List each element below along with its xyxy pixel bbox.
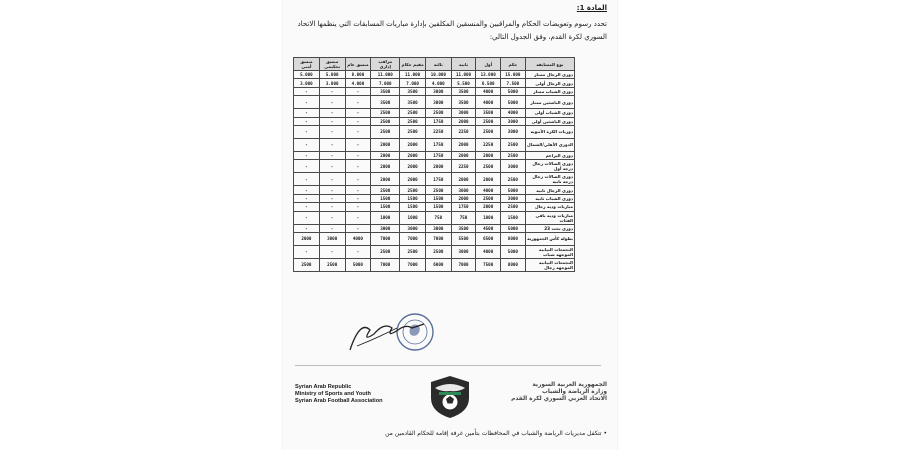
fee-cell: 2500 — [476, 125, 501, 138]
fee-cell: 1500 — [400, 203, 426, 211]
fee-cell: 8.000 — [345, 71, 371, 79]
table-row — [294, 232, 575, 245]
fee-cell: 2500 — [501, 151, 526, 159]
fee-cell: 3000 — [451, 109, 476, 117]
fee-cell: 3000 — [371, 224, 400, 232]
competition-name-cell: دوري الرجال أولى — [525, 79, 574, 87]
fee-cell: 7.500 — [501, 79, 526, 87]
fee-cell: 5000 — [501, 96, 526, 109]
fee-cell: - — [294, 125, 320, 138]
fee-cell: 4000 — [476, 186, 501, 194]
fee-cell: 7000 — [425, 232, 451, 245]
fee-cell: 2500 — [400, 186, 426, 194]
fee-cell: 2000 — [400, 151, 426, 159]
fee-cell: 2000 — [451, 194, 476, 202]
table-row — [294, 117, 575, 125]
fee-cell: 7000 — [371, 232, 400, 245]
fee-cell: 2500 — [425, 186, 451, 194]
column-header: أول — [476, 58, 501, 71]
fee-cell: 2500 — [501, 203, 526, 211]
fee-cell: 2000 — [425, 160, 451, 173]
fee-cell: - — [345, 151, 371, 159]
table-row — [294, 224, 575, 232]
competition-name-cell: دوريات الكرة الأنثوية — [525, 125, 574, 138]
fee-cell: 2000 — [451, 138, 476, 151]
fee-cell: 4000 — [501, 109, 526, 117]
fee-cell: 3500 — [400, 96, 426, 109]
letterhead-english — [295, 384, 425, 405]
fee-cell: 2000 — [371, 151, 400, 159]
fee-cell: - — [294, 160, 320, 173]
table-header-row — [294, 58, 575, 71]
fee-cell: 6500 — [476, 232, 501, 245]
table-row — [294, 160, 575, 173]
letterhead-ar-country: الجمهورية العربية السورية — [532, 382, 607, 388]
column-header: نوع المسابقة — [525, 58, 574, 71]
fee-cell: 7.000 — [371, 79, 400, 87]
table-row — [294, 211, 575, 224]
fee-cell: 3000 — [425, 96, 451, 109]
table-row — [294, 109, 575, 117]
letterhead-ar-association: الاتحاد العربي السوري لكرة القدم — [511, 396, 607, 402]
fee-cell: 5.500 — [451, 79, 476, 87]
fee-cell: 2500 — [294, 258, 320, 271]
column-header: ثالثة — [425, 58, 451, 71]
fee-cell: 5.000 — [319, 71, 345, 79]
fee-cell: - — [294, 96, 320, 109]
fee-cell: - — [319, 151, 345, 159]
column-header: منسق تحكيمي — [319, 58, 345, 71]
fee-cell: 3500 — [371, 87, 400, 95]
fee-cell: 2500 — [319, 258, 345, 271]
table-row — [294, 258, 575, 271]
column-header: حكم — [501, 58, 526, 71]
fees-table — [293, 57, 575, 272]
fee-cell: - — [294, 173, 320, 186]
fee-cell: 2000 — [476, 151, 501, 159]
fee-cell: 13.000 — [476, 71, 501, 79]
fee-cell: 4.000 — [425, 79, 451, 87]
fee-cell: 2000 — [451, 117, 476, 125]
fee-cell: 2500 — [400, 245, 426, 258]
fee-cell: - — [345, 224, 371, 232]
fee-cell: - — [319, 87, 345, 95]
fee-cell: 1500 — [371, 203, 400, 211]
fee-cell: 2500 — [400, 109, 426, 117]
fee-cell: 6.500 — [476, 79, 501, 87]
letterhead-en-association: Syrian Arab Football Association — [295, 398, 383, 404]
fee-cell: 5000 — [501, 186, 526, 194]
fee-cell: 2250 — [425, 125, 451, 138]
fee-cell: 1750 — [425, 138, 451, 151]
table-body — [294, 71, 575, 272]
table-row — [294, 194, 575, 202]
bullet-marker: • — [603, 430, 607, 437]
fee-cell: 2000 — [294, 232, 320, 245]
article-intro: تحدد رسوم وتعويضات الحكام والمراقبين والمنسقين المكلفين بإدارة مباريات المسابقات التي ينظمها الاتحاد السوري لكرة القدم، وفق الجدول التالي: — [297, 20, 607, 41]
fee-cell: 8000 — [501, 258, 526, 271]
fee-cell: - — [345, 203, 371, 211]
footer-bullet — [287, 430, 607, 437]
fee-cell: 7000 — [400, 258, 426, 271]
competition-name-cell: دوري تحت 23 — [525, 224, 574, 232]
fee-cell: 2500 — [371, 245, 400, 258]
fee-cell: - — [319, 125, 345, 138]
competition-name-cell: دوري البراعم — [525, 151, 574, 159]
bullet-text: تتكفل مديريات الرياضة والشباب في المحافظات بتأمين غرفة إقامة للحكام القادمين من — [385, 430, 602, 437]
fee-cell: 2000 — [371, 173, 400, 186]
fee-cell: 1750 — [425, 173, 451, 186]
competition-name-cell: بطولة كأس الجمهورية — [525, 232, 574, 245]
competition-name-cell: دوري الشباب ممتاز — [525, 87, 574, 95]
document-header — [289, 4, 607, 44]
fee-cell: 3000 — [501, 117, 526, 125]
fee-cell: 1500 — [425, 194, 451, 202]
fee-cell: - — [294, 87, 320, 95]
fee-cell: 4000 — [345, 232, 371, 245]
fee-cell: 7.000 — [400, 79, 426, 87]
fee-cell: 2000 — [371, 138, 400, 151]
fee-cell: 5000 — [345, 258, 371, 271]
fee-cell: 5000 — [501, 87, 526, 95]
fee-cell: - — [345, 96, 371, 109]
table-row — [294, 173, 575, 186]
fee-cell: - — [345, 125, 371, 138]
fee-cell: 7000 — [400, 232, 426, 245]
fee-cell: 3500 — [451, 96, 476, 109]
fee-cell: 1000 — [371, 211, 400, 224]
fee-cell: - — [345, 194, 371, 202]
fee-cell: - — [345, 138, 371, 151]
fee-cell: - — [345, 245, 371, 258]
fee-cell: 3000 — [400, 224, 426, 232]
fee-cell: 3000 — [501, 160, 526, 173]
competition-name-cell: دوري الشباب أولى — [525, 109, 574, 117]
fee-cell: 2500 — [371, 117, 400, 125]
fee-cell: - — [345, 160, 371, 173]
fee-cell: 4000 — [476, 87, 501, 95]
fee-cell: 750 — [451, 211, 476, 224]
fee-cell: - — [319, 245, 345, 258]
fee-cell: - — [345, 186, 371, 194]
competition-name-cell: دوري الصالات رجال درجة أول — [525, 160, 574, 173]
table-row — [294, 96, 575, 109]
fee-cell: 3500 — [371, 96, 400, 109]
fee-cell: 2500 — [400, 117, 426, 125]
table-row — [294, 151, 575, 159]
fee-cell: 2500 — [371, 125, 400, 138]
fee-cell: 2000 — [476, 203, 501, 211]
fee-cell: 1500 — [371, 194, 400, 202]
fee-cell: 7500 — [476, 258, 501, 271]
fee-cell: - — [345, 117, 371, 125]
fee-cell: 3000 — [425, 224, 451, 232]
competition-name-cell: دوري الصالات رجال درجة ثانية — [525, 173, 574, 186]
column-header: مراقب إداري — [371, 58, 400, 71]
fee-cell: 3500 — [476, 109, 501, 117]
competition-name-cell: مباريات ودية رجال — [525, 203, 574, 211]
fee-cell: 1500 — [425, 203, 451, 211]
fee-cell: - — [294, 194, 320, 202]
fee-cell: 2000 — [400, 173, 426, 186]
fee-cell: 2000 — [451, 151, 476, 159]
table-row — [294, 203, 575, 211]
fee-cell: 3000 — [451, 186, 476, 194]
fee-cell: 8000 — [501, 232, 526, 245]
fee-cell: 2500 — [400, 125, 426, 138]
fee-cell: 11.000 — [400, 71, 426, 79]
competition-name-cell: دوري الناشئين ممتاز — [525, 96, 574, 109]
table-row — [294, 125, 575, 138]
fee-cell: 3.000 — [294, 79, 320, 87]
fee-cell: 1500 — [400, 194, 426, 202]
table-row — [294, 87, 575, 95]
fee-cell: 2250 — [476, 138, 501, 151]
letterhead-en-ministry: Ministry of Sports and Youth — [295, 391, 371, 397]
fee-cell: 4.000 — [345, 79, 371, 87]
fee-cell: 1750 — [425, 117, 451, 125]
footer-divider — [295, 365, 601, 366]
fee-cell: 2500 — [425, 109, 451, 117]
fee-cell: 3500 — [451, 87, 476, 95]
fee-cell: 1750 — [425, 151, 451, 159]
column-header: مقيم حكام — [400, 58, 426, 71]
fee-cell: 2500 — [501, 173, 526, 186]
fee-cell: 6000 — [425, 258, 451, 271]
logo-green-band — [439, 392, 461, 395]
fee-cell: - — [345, 109, 371, 117]
fee-cell: 2000 — [451, 173, 476, 186]
competition-name-cell: دوري الرجال ممتاز — [525, 71, 574, 79]
fee-cell: - — [345, 173, 371, 186]
signature-and-stamp — [345, 300, 445, 360]
fee-cell: 2000 — [476, 173, 501, 186]
fee-cell: 2500 — [476, 117, 501, 125]
letterhead-en-country: Syrian Arab Republic — [295, 384, 352, 390]
fee-cell: 3.000 — [319, 79, 345, 87]
fee-cell: - — [319, 160, 345, 173]
fee-cell: 5500 — [451, 232, 476, 245]
fee-cell: 11.000 — [451, 71, 476, 79]
fee-cell: 2500 — [371, 186, 400, 194]
fee-cell: 2000 — [371, 160, 400, 173]
fee-cell: - — [319, 224, 345, 232]
fee-cell: 2500 — [476, 160, 501, 173]
fee-cell: 4000 — [476, 96, 501, 109]
fee-cell: 3000 — [319, 232, 345, 245]
fee-cell: 3500 — [400, 87, 426, 95]
table-row — [294, 79, 575, 87]
fee-cell: 15.000 — [501, 71, 526, 79]
fee-cell: 4000 — [476, 245, 501, 258]
fee-cell: 2500 — [425, 245, 451, 258]
fee-cell: - — [319, 138, 345, 151]
document-page — [283, 0, 617, 450]
fee-cell: 750 — [425, 211, 451, 224]
fee-cell: 1000 — [400, 211, 426, 224]
fee-cell: 2250 — [451, 160, 476, 173]
fee-cell: - — [294, 186, 320, 194]
fee-cell: 1500 — [501, 211, 526, 224]
fee-cell: - — [294, 138, 320, 151]
fee-cell: - — [319, 186, 345, 194]
fee-cell: 7000 — [371, 258, 400, 271]
fee-cell: 5000 — [501, 224, 526, 232]
fee-cell: 1000 — [476, 211, 501, 224]
fee-cell: 2500 — [501, 138, 526, 151]
fee-cell: 4500 — [476, 224, 501, 232]
fee-cell: 3000 — [501, 194, 526, 202]
fee-cell: - — [319, 194, 345, 202]
fee-cell: 2250 — [451, 125, 476, 138]
fee-cell: - — [294, 211, 320, 224]
table-row — [294, 138, 575, 151]
competition-name-cell: التجمعات البيانية الموجهة رجال — [525, 258, 574, 271]
fee-cell: - — [294, 224, 320, 232]
fee-cell: 3000 — [451, 245, 476, 258]
competition-name-cell: الدوري الأهلي/الشمال — [525, 138, 574, 151]
fee-cell: - — [319, 109, 345, 117]
table-row — [294, 245, 575, 258]
fee-cell: 2500 — [476, 194, 501, 202]
fee-cell: 1750 — [451, 203, 476, 211]
fee-cell: - — [319, 203, 345, 211]
fee-cell: - — [294, 151, 320, 159]
fee-cell: - — [319, 173, 345, 186]
fee-cell: 3500 — [451, 224, 476, 232]
fee-cell: - — [294, 203, 320, 211]
table-row — [294, 71, 575, 79]
fee-cell: 10.000 — [425, 71, 451, 79]
column-header: ثانية — [451, 58, 476, 71]
letterhead-ar-ministry: وزارة الرياضة والشباب — [542, 389, 607, 395]
column-header: منسق أمني — [294, 58, 320, 71]
fee-cell: - — [345, 211, 371, 224]
fee-cell: 2000 — [400, 138, 426, 151]
fee-cell: - — [294, 245, 320, 258]
fee-cell: - — [294, 109, 320, 117]
fee-cell: - — [294, 117, 320, 125]
fee-cell: 7000 — [451, 258, 476, 271]
signature-scribble — [350, 324, 424, 350]
fee-cell: - — [319, 117, 345, 125]
fee-cell: - — [345, 87, 371, 95]
letterhead-arabic — [487, 382, 607, 403]
fee-cell: 3000 — [501, 125, 526, 138]
fee-cell: 3000 — [425, 87, 451, 95]
fee-cell: - — [319, 211, 345, 224]
competition-name-cell: مباريات ودية باقي الفئات — [525, 211, 574, 224]
article-title: المادة 1: — [576, 4, 607, 12]
fee-cell: - — [319, 96, 345, 109]
competition-name-cell: دوري الرجال ثانية — [525, 186, 574, 194]
competition-name-cell: التجمعات البيانية الموجهة شباب — [525, 245, 574, 258]
fee-cell: 5.000 — [294, 71, 320, 79]
fee-cell: 11.000 — [371, 71, 400, 79]
competition-name-cell: دوري الشباب ثانية — [525, 194, 574, 202]
table-row — [294, 186, 575, 194]
competition-name-cell: دوري الناشئين أولى — [525, 117, 574, 125]
column-header: منسق عام — [345, 58, 371, 71]
fee-cell: 2500 — [371, 109, 400, 117]
football-association-logo — [425, 374, 475, 420]
fee-cell: 2000 — [400, 160, 426, 173]
fee-cell: 5000 — [501, 245, 526, 258]
